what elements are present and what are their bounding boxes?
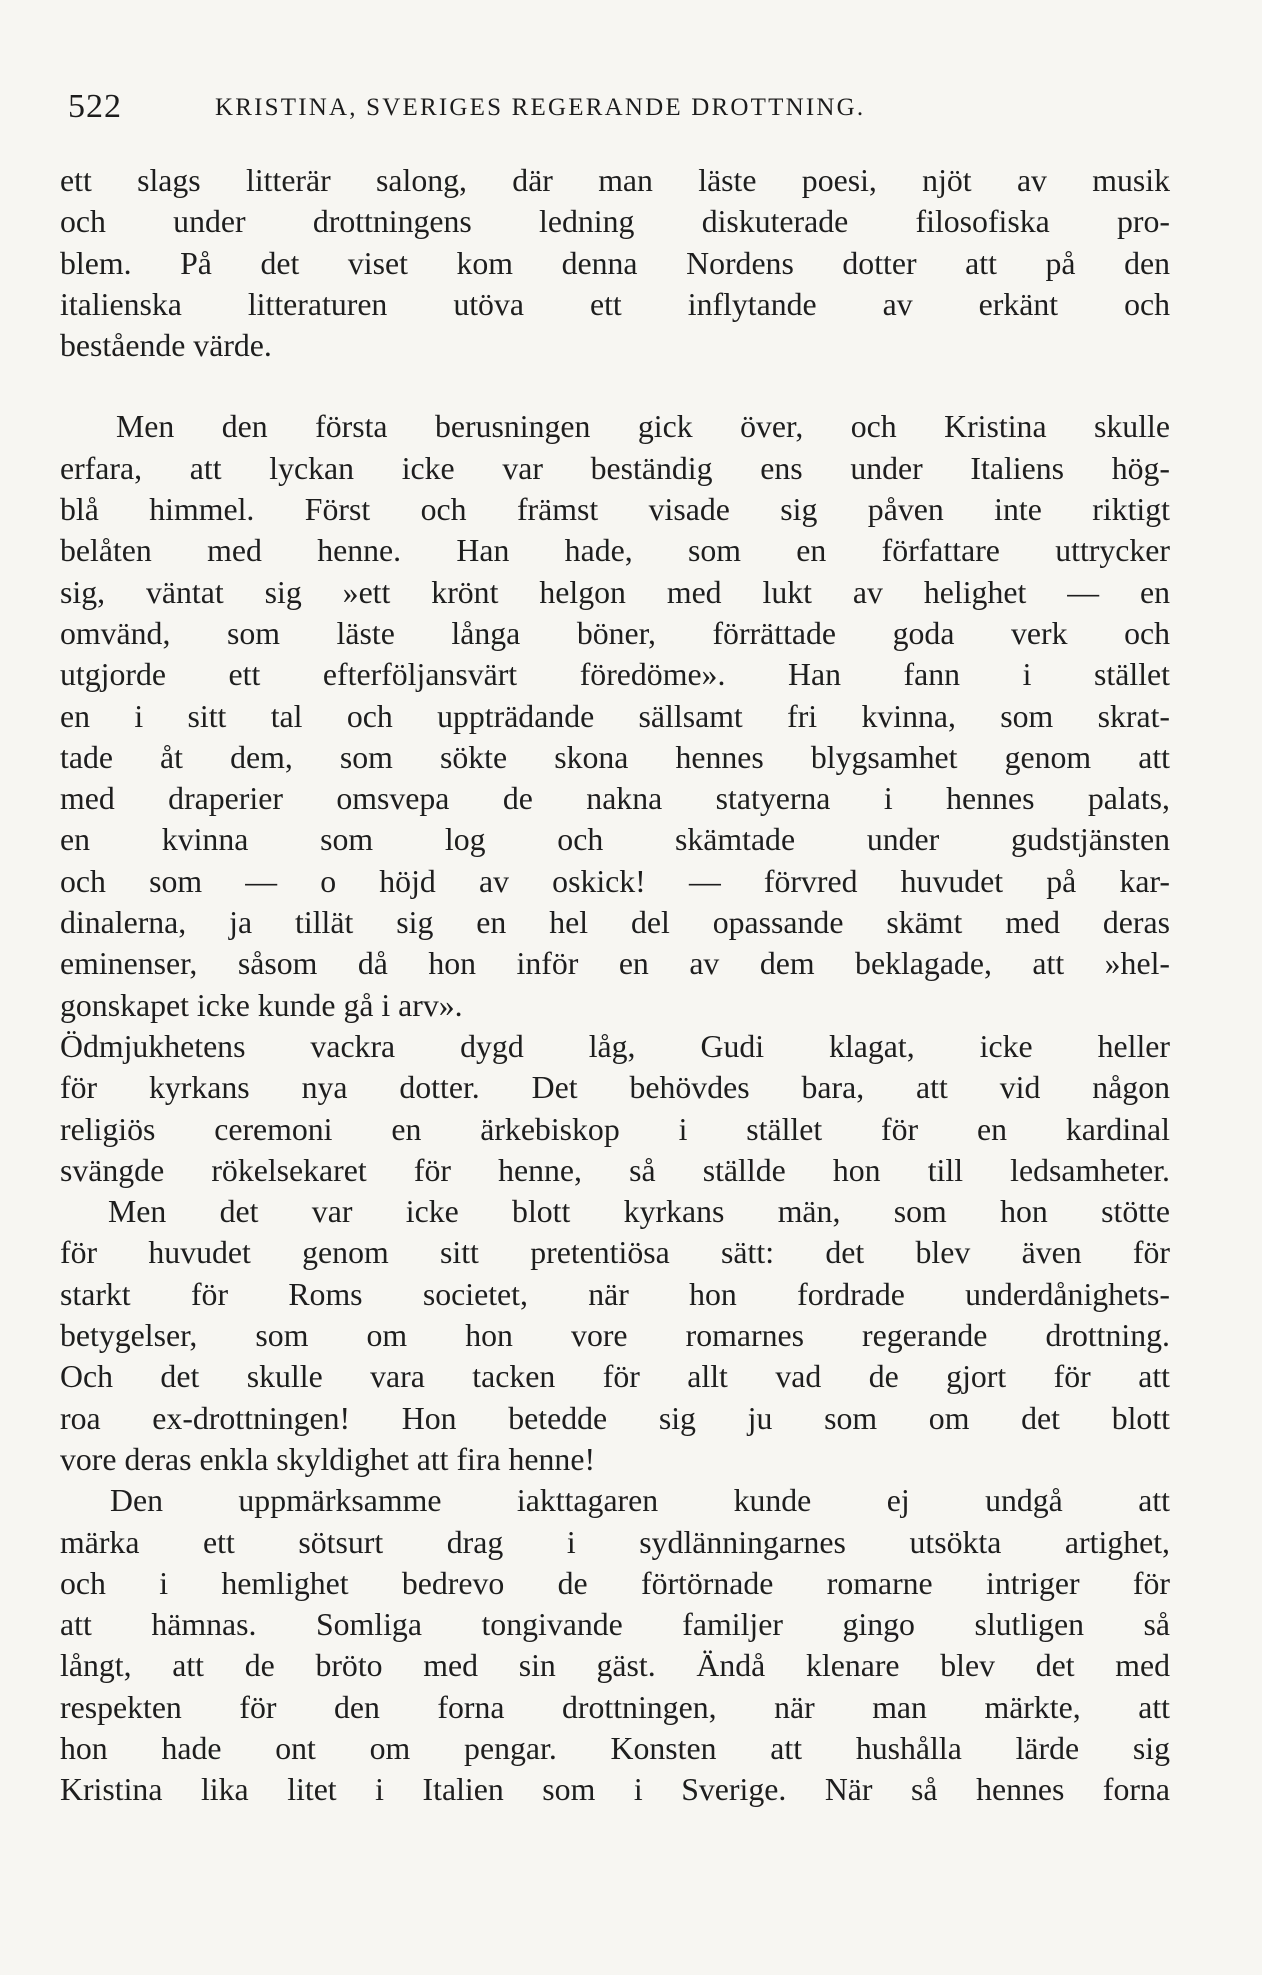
text-line: belåten med henne. Han hade, som en författare uttrycker	[60, 533, 1170, 569]
paragraph	[60, 1026, 1170, 1191]
text-line: och under drottningens ledning diskuterade filosofiska pro-	[60, 204, 1170, 240]
text-line: tade åt dem, som sökte skona hennes blygsamhet genom att	[60, 739, 1170, 775]
text-line: långt, att de bröto med sin gäst. Ändå klenare blev det med	[60, 1648, 1170, 1684]
text-line: Men den första berusningen gick över, och Kristina skulle	[116, 409, 1170, 445]
text-line: svängde rökelsekaret för henne, så ställde hon till ledsamheter.	[60, 1152, 1170, 1188]
text-line: blå himmel. Först och främst visade sig påven inte riktigt	[60, 492, 1170, 528]
text-line: omvänd, som läste långa böner, förrättade goda verk och	[60, 615, 1170, 651]
text-line: blem. På det viset kom denna Nordens dotter att på den	[60, 245, 1170, 281]
paragraph	[60, 160, 1170, 366]
text-line: för kyrkans nya dotter. Det behövdes bara, att vid någon	[60, 1070, 1170, 1106]
text-line: och som — o höjd av oskick! — förvred huvudet på kar-	[60, 863, 1170, 899]
paragraph-gap	[60, 366, 1170, 406]
text-line: Ödmjukhetens vackra dygd låg, Gudi klagat, icke heller	[60, 1028, 1170, 1064]
text-line: gonskapet icke kunde gå i arv».	[60, 987, 463, 1023]
text-line: en i sitt tal och uppträdande sällsamt fri kvinna, som skrat-	[60, 698, 1170, 734]
text-line: religiös ceremoni en ärkebiskop i stället för en kardinal	[60, 1111, 1170, 1147]
text-line: roa ex-drottningen! Hon betedde sig ju som om det blott	[60, 1400, 1170, 1436]
text-line: Den uppmärksamme iakttagaren kunde ej undgå att	[110, 1483, 1170, 1519]
text-line: med draperier omsvepa de nakna statyerna i hennes palats,	[60, 781, 1170, 817]
text-line: erfara, att lyckan icke var beständig ens under Italiens hög-	[60, 450, 1170, 486]
paragraph	[60, 1480, 1170, 1810]
text-line: sig, väntat sig »ett krönt helgon med lukt av helighet — en	[60, 574, 1170, 610]
text-line: för huvudet genom sitt pretentiösa sätt: det blev även för	[60, 1235, 1170, 1271]
text-line: respekten för den forna drottningen, när man märkte, att	[60, 1689, 1170, 1725]
text-line: betygelser, som om hon vore romarnes regerande drottning.	[60, 1318, 1170, 1354]
text-line: vore deras enkla skyldighet att fira henne!	[60, 1441, 596, 1477]
text-line: hon hade ont om pengar. Konsten att hushålla lärde sig	[60, 1730, 1170, 1766]
text-line: bestående värde.	[60, 328, 272, 364]
text-line: dinalerna, ja tillät sig en hel del opassande skämt med deras	[60, 905, 1170, 941]
text-line: Kristina lika litet i Italien som i Sverige. När så hennes forna	[60, 1772, 1170, 1808]
paragraph	[60, 406, 1170, 1025]
text-line: italienska litteraturen utöva ett inflytande av erkänt och	[60, 286, 1170, 322]
text-line: starkt för Roms societet, när hon fordrade underdånighets-	[60, 1276, 1170, 1312]
text-line: märka ett sötsurt drag i sydlänningarnes utsökta artighet,	[60, 1524, 1170, 1560]
text-line: att hämnas. Somliga tongivande familjer gingo slutligen så	[60, 1607, 1170, 1643]
text-line: utgjorde ett efterföljansvärt föredöme». Han fann i stället	[60, 657, 1170, 693]
text-line: en kvinna som log och skämtade under gudstjänsten	[60, 822, 1170, 858]
text-line: och i hemlighet bedrevo de förtörnade romarne intriger för	[60, 1565, 1170, 1601]
paragraph	[60, 1191, 1170, 1480]
text-line: eminenser, såsom då hon inför en av dem beklagade, att »hel-	[60, 946, 1170, 982]
text-line: Men det var icke blott kyrkans män, som hon stötte	[108, 1194, 1170, 1230]
body-text	[60, 160, 1170, 1811]
text-line: ett slags litterär salong, där man läste poesi, njöt av musik	[60, 163, 1170, 198]
running-head: KRISTINA, SVERIGES REGERANDE DROTTNING.	[215, 94, 866, 121]
page-header	[68, 88, 1168, 128]
page-number: 522	[68, 88, 122, 125]
text-line: Och det skulle vara tacken för allt vad de gjort för att	[60, 1359, 1170, 1395]
